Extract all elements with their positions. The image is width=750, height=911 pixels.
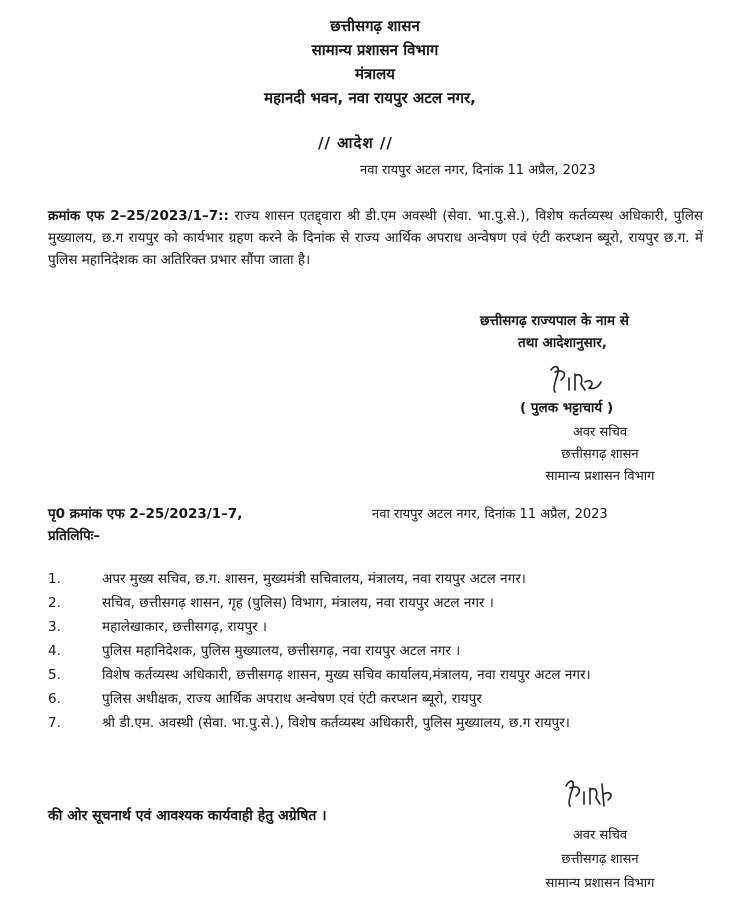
government-name: छत्तीसगढ़ शासन [330,17,420,35]
office-address: महानदी भवन, नवा रायपुर अटल नगर, [264,89,476,107]
copy-label: प्रतिलिपिः– [48,528,101,544]
list-item-number: 6. [48,691,61,707]
closing-department: सामान्य प्रशासन विभाग [545,876,655,891]
letterhead [0,14,750,110]
list-item-text: सचिव, छत्तीसगढ़ शासन, गृह (पुलिस) विभाग, मंत्रालय, नवा रायपुर अटल नगर । [102,595,494,611]
list-item-text: विशेष कर्तव्यस्थ अधिकारी, छत्तीसगढ़ शासन, मुख्य सचिव कार्यालय,मंत्रालय, नवा रायपुर अटल नगर। [102,667,591,683]
closing-designation: अवर सचिव [572,828,628,843]
list-item [48,711,718,735]
list-item-text: पुलिस अधीक्षक, राज्य आर्थिक अपराध अन्वेषण एवं एंटी करप्शन ब्यूरो, रायपुर [102,691,482,707]
order-title: // आदेश // [318,134,393,152]
signature-icon [560,776,620,812]
authority-line-1: छत्तीसगढ़ राज्यपाल के नाम से [480,313,629,329]
list-item-number: 1. [48,571,61,587]
list-item-number: 4. [48,643,61,659]
officer-designation: अवर सचिव [572,425,628,440]
closing-designation-block [515,824,685,896]
list-item-text: अपर मुख्य सचिव, छ.ग. शासन, मुख्यमंत्री सचिवालय, मंत्रालय, नवा रायपुर अटल नगर। [102,571,526,587]
order-body [48,205,703,271]
officer-designation-block [510,422,690,488]
list-item [48,663,718,687]
officer-department: सामान्य प्रशासन विभाग [545,469,655,484]
list-item [48,615,718,639]
list-item-text: पुलिस महानिदेशक, पुलिस मुख्यालय, छत्तीसगढ़, नवा रायपुर अटल नगर । [102,643,461,659]
closing-government: छत्तीसगढ़ शासन [561,852,639,867]
list-item [48,639,718,663]
distribution-list [48,567,718,735]
copy-place-date: नवा रायपुर अटल नगर, दिनांक 11 अप्रैल, 2023 [372,507,608,522]
list-item-number: 7. [48,715,61,731]
secretariat-name: मंत्रालय [354,65,395,83]
list-item-number: 5. [48,667,61,683]
officer-name: ( पुलक भट्टाचार्य ) [520,400,614,416]
officer-government: छत्तीसगढ़ शासन [561,447,639,462]
list-item-number: 3. [48,619,61,635]
list-item [48,687,718,711]
closing-line: की ओर सूचनार्थ एवं आवश्यक कार्यवाही हेतु अग्रेषित । [48,808,327,824]
order-reference: क्रमांक एफ 2–25/2023/1–7:: [48,208,229,224]
order-place-date: नवा रायपुर अटल नगर, दिनांक 11 अप्रैल, 2023 [360,163,596,178]
list-item-text: महालेखाकार, छत्तीसगढ़, रायपुर । [102,619,268,635]
order-text: राज्य शासन एतद्द्वारा श्री डी.एम अवस्थी (सेवा. भा.पु.से.), विशेष कर्तव्यस्थ अधिकारी, पुलिस मुख्यालय, छ.ग रायपुर को कार्यभार ग्रहण करने के दिनांक से राज्य आर्थिक अपराध अन्वेषण एवं एंटी करप्शन ब्यूरो, रायपुर छ.ग. में पुलिस महानिदेशक का अतिरिक्त प्रभार सौंपा जाता है। [48,208,703,268]
list-item [48,567,718,591]
authority-block [470,310,710,354]
list-item-text: श्री डी.एम. अवस्थी (सेवा. भा.पु.से.), विशेष कर्तव्यस्थ अधिकारी, पुलिस मुख्यालय, छ.ग रायपुर। [102,715,570,731]
department-name: सामान्य प्रशासन विभाग [311,41,439,59]
signature-icon [545,362,605,398]
list-item-number: 2. [48,595,61,611]
list-item [48,591,718,615]
authority-line-2: तथा आदेशानुसार, [518,335,607,351]
copy-reference: पृ0 क्रमांक एफ 2–25/2023/1–7, [48,506,243,522]
